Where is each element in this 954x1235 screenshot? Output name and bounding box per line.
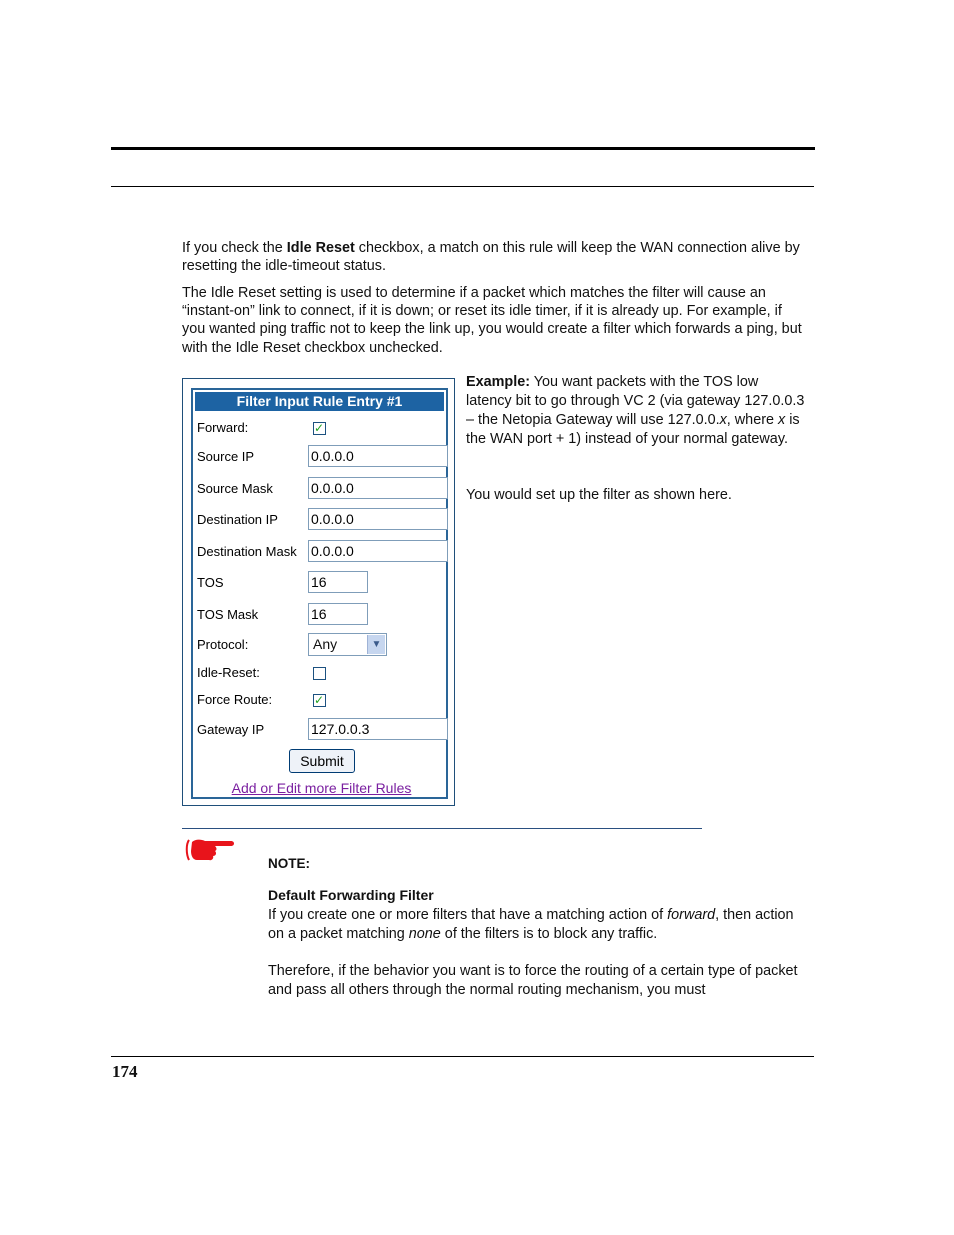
header-rule-thin [111, 186, 814, 187]
check-icon: ✓ [314, 693, 325, 707]
example-bold: Example: [466, 374, 530, 390]
note-paragraph-1 [268, 906, 808, 944]
tos-mask-input[interactable]: 16 [308, 603, 368, 625]
example-var: x [719, 412, 727, 428]
header-rule-thick [111, 147, 815, 150]
tos-label: TOS [197, 575, 224, 590]
idle-reset-bold: Idle Reset [286, 240, 355, 256]
protocol-value: Any [313, 636, 338, 652]
intro-paragraph-1 [182, 239, 802, 275]
intro-paragraph-2: The Idle Reset setting is used to determine if a packet which matches the filter will cause an “instant-on” link to connect, if it is down; or reset its idle timer, if it is already up. For example, if you wanted ping traffic not to keep the link up, you would create a filter which forwards a ping, but with the Idle Reset checkbox unchecked. [182, 285, 802, 356]
destination-ip-label: Destination IP [197, 512, 278, 527]
example-text: You want packets with the TOS low latency bit to go through VC 2 (via gateway 127.0.0.3 – the Netopia Gateway will use 127.0.0. [466, 374, 805, 428]
dialog-title: Filter Input Rule Entry #1 [195, 392, 444, 411]
tos-input[interactable]: 16 [308, 571, 368, 593]
example-paragraph-2: You would set up the filter as shown here. [466, 487, 732, 503]
filter-form [191, 388, 448, 799]
gateway-ip-label: Gateway IP [197, 722, 265, 737]
destination-mask-input[interactable]: 0.0.0.0 [308, 540, 448, 562]
forward-label: Forward: [197, 420, 249, 435]
check-icon: ✓ [314, 421, 325, 435]
note-text: , then action on a packet matching [268, 907, 794, 942]
protocol-label: Protocol: [197, 637, 249, 652]
note-subheading: Default Forwarding Filter [268, 887, 434, 903]
example-text: is the WAN port + 1) instead of your normal gateway. [466, 412, 800, 447]
destination-mask-label: Destination Mask [197, 544, 297, 559]
add-edit-filter-rules-link[interactable]: Add or Edit more Filter Rules [231, 780, 412, 796]
note-emphasis: forward [667, 907, 716, 923]
example-paragraph [466, 373, 806, 449]
forward-checkbox[interactable] [313, 422, 326, 435]
footer-rule [111, 1056, 814, 1057]
source-ip-input[interactable]: 0.0.0.0 [308, 445, 448, 467]
submit-button[interactable]: Submit [289, 749, 355, 773]
force-route-label: Force Route: [197, 692, 273, 707]
note-text: If you create one or more filters that have a matching action of [268, 907, 668, 923]
idle-reset-label: Idle-Reset: [197, 665, 260, 680]
note-heading: NOTE: [268, 856, 310, 871]
destination-ip-input[interactable]: 0.0.0.0 [308, 508, 448, 530]
source-mask-label: Source Mask [197, 481, 273, 496]
filter-dialog-screenshot [182, 378, 455, 806]
gateway-ip-input[interactable]: 127.0.0.3 [308, 718, 448, 740]
example-var: x [778, 412, 786, 428]
example-text: , where [726, 412, 778, 428]
source-mask-input[interactable]: 0.0.0.0 [308, 477, 448, 499]
chevron-down-icon[interactable]: ▼ [367, 635, 385, 654]
intro-text: checkbox, a match on this rule will keep the WAN connection alive by resetting the idle-timeout status. [182, 240, 800, 275]
source-ip-label: Source IP [197, 449, 255, 464]
tos-mask-label: TOS Mask [197, 607, 259, 622]
force-route-checkbox[interactable] [313, 694, 326, 707]
intro-text: If you check the [182, 240, 287, 256]
idle-reset-checkbox[interactable] [313, 667, 326, 680]
page-number: 174 [112, 1062, 138, 1081]
note-text: of the filters is to block any traffic. [440, 926, 658, 942]
note-paragraph-2: Therefore, if the behavior you want is to force the routing of a certain type of packet and pass all others through the normal routing mechanism, you must [268, 963, 798, 998]
note-rule [182, 828, 702, 829]
note-emphasis: none [408, 926, 441, 942]
protocol-select[interactable] [308, 633, 387, 656]
pointing-hand-icon [183, 836, 237, 864]
